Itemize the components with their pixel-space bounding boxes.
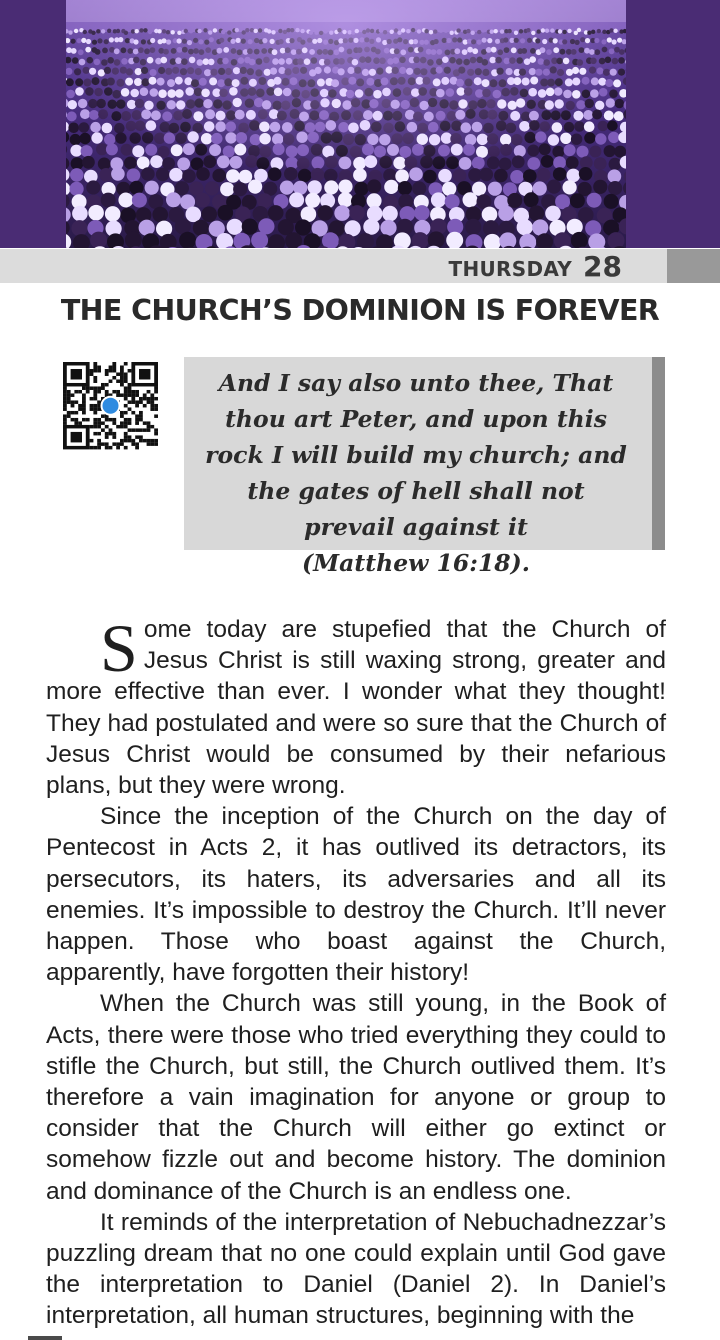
qr-module <box>135 414 139 417</box>
qr-module <box>63 404 67 407</box>
qr-module <box>101 383 105 386</box>
qr-module <box>124 411 128 414</box>
qr-module <box>97 439 101 442</box>
scripture-text: And I say also unto thee, That thou art Peter, and upon this rock I will build my church; and the gates of hell shall not prevail against it <box>205 369 627 541</box>
qr-module <box>71 404 75 407</box>
qr-module <box>112 376 116 379</box>
qr-module <box>128 400 132 403</box>
qr-module <box>93 411 97 414</box>
qr-module <box>112 369 116 372</box>
qr-module <box>82 397 86 400</box>
qr-module <box>120 411 124 414</box>
qr-module <box>90 407 94 410</box>
congregation-photo <box>66 0 626 248</box>
qr-module <box>93 369 97 372</box>
qr-module <box>82 400 86 403</box>
qr-module <box>97 421 101 424</box>
qr-module <box>97 386 101 389</box>
qr-module <box>101 428 105 431</box>
qr-module <box>131 439 135 442</box>
qr-module <box>105 383 109 386</box>
qr-module <box>120 439 124 442</box>
qr-module <box>101 386 105 389</box>
qr-module <box>135 428 139 431</box>
qr-module <box>154 428 158 431</box>
qr-module <box>128 418 132 421</box>
qr-module <box>105 369 109 372</box>
qr-module <box>150 393 154 396</box>
qr-module <box>63 421 67 424</box>
qr-module <box>135 418 139 421</box>
date-bar-cap <box>667 249 720 283</box>
qr-module <box>124 376 128 379</box>
qr-module <box>128 421 132 424</box>
qr-module <box>78 421 82 424</box>
qr-module <box>120 383 124 386</box>
qr-module <box>116 442 120 445</box>
qr-module <box>105 418 109 421</box>
drop-cap: S <box>100 610 138 686</box>
qr-module <box>124 404 128 407</box>
qr-module <box>105 442 109 445</box>
qr-module <box>154 442 158 445</box>
qr-module <box>116 425 120 428</box>
qr-module <box>63 418 67 421</box>
qr-module <box>128 393 132 396</box>
qr-module <box>139 414 143 417</box>
qr-module <box>90 425 94 428</box>
qr-module <box>90 397 94 400</box>
qr-module <box>109 446 113 449</box>
qr-module <box>131 390 135 393</box>
qr-module <box>93 397 97 400</box>
qr-module <box>128 428 132 431</box>
qr-module <box>105 372 109 375</box>
qr-module <box>124 362 128 365</box>
paragraph-3: When the Church was still young, in the Book of Acts, there were those who tried everything they could to stifle the Church, but still, the Church outlived them. It’s therefore a vain imagination for anyone or group to consider that the Church will either go extinct or somehow fizzle out and become history. The dominion and dominance of the Church is an endless one. <box>46 990 666 1205</box>
qr-module <box>90 404 94 407</box>
scripture-box <box>184 357 665 577</box>
qr-module <box>139 418 143 421</box>
qr-module <box>124 435 128 438</box>
qr-module <box>105 425 109 428</box>
qr-module <box>97 369 101 372</box>
qr-module <box>124 432 128 435</box>
qr-module <box>93 407 97 410</box>
qr-module <box>120 414 124 417</box>
qr-module <box>150 404 154 407</box>
qr-module <box>78 404 82 407</box>
qr-module <box>147 390 151 393</box>
qr-module <box>147 442 151 445</box>
qr-module <box>93 404 97 407</box>
qr-module <box>124 421 128 424</box>
qr-module <box>120 442 124 445</box>
qr-module <box>131 397 135 400</box>
qr-module <box>63 393 67 396</box>
qr-module <box>128 407 132 410</box>
qr-module <box>131 442 135 445</box>
qr-module <box>143 393 147 396</box>
qr-module <box>71 393 75 396</box>
qr-module <box>147 425 151 428</box>
qr-module <box>63 400 67 403</box>
qr-module <box>139 428 143 431</box>
qr-module <box>93 421 97 424</box>
date-bar <box>0 249 720 283</box>
qr-module <box>116 372 120 375</box>
qr-module <box>67 390 71 393</box>
qr-module <box>93 379 97 382</box>
qr-module <box>128 369 132 372</box>
qr-module <box>93 418 97 421</box>
qr-module <box>74 418 78 421</box>
qr-module <box>63 407 67 410</box>
qr-module <box>82 418 86 421</box>
qr-module <box>120 369 124 372</box>
qr-module <box>139 400 143 403</box>
qr-module <box>143 404 147 407</box>
qr-module <box>63 390 67 393</box>
qr-module <box>82 407 86 410</box>
qr-module <box>97 442 101 445</box>
qr-module <box>90 386 94 389</box>
paragraph-1 <box>46 610 666 801</box>
qr-module <box>101 442 105 445</box>
qr-module <box>109 379 113 382</box>
qr-module <box>124 425 128 428</box>
qr-module <box>135 404 139 407</box>
qr-module <box>93 446 97 449</box>
qr-module <box>120 421 124 424</box>
qr-module <box>67 400 71 403</box>
qr-module <box>71 432 82 442</box>
qr-module <box>86 390 90 393</box>
qr-module <box>78 390 82 393</box>
paragraph-4: It reminds of the interpretation of Nebuchadnezzar’s puzzling dream that no one could explain until God gave the interpretation to Daniel (Daniel 2). In Daniel’s interpretation, all human structures, beginning with the <box>46 1208 666 1330</box>
qr-module <box>135 421 139 424</box>
paragraph-2: Since the inception of the Church on the day of Pentecost in Acts 2, it has outlived its detractors, its persecutors, its haters, its adversaries and all its enemies. It’s impossible to destroy the Church. It’ll never happen. Those who boast against the Church, apparently, have forgotten their history! <box>46 803 666 987</box>
qr-module <box>112 365 116 368</box>
qr-module <box>101 414 105 417</box>
qr-module <box>147 421 151 424</box>
qr-module <box>71 411 75 414</box>
qr-module <box>93 386 97 389</box>
qr-module <box>97 418 101 421</box>
qr-module <box>97 365 101 368</box>
qr-module <box>74 421 78 424</box>
qr-module <box>97 432 101 435</box>
qr-module <box>105 435 109 438</box>
qr-module <box>109 432 113 435</box>
qr-module <box>120 365 124 368</box>
qr-module <box>97 390 101 393</box>
qr-module <box>131 393 135 396</box>
qr-module <box>124 439 128 442</box>
qr-module <box>63 397 67 400</box>
qr-module <box>93 393 97 396</box>
qr-module <box>131 411 135 414</box>
qr-module <box>147 428 151 431</box>
qr-module <box>105 432 109 435</box>
qr-module <box>90 372 94 375</box>
qr-module <box>154 432 158 435</box>
qr-module <box>128 383 132 386</box>
qr-module <box>63 386 67 389</box>
qr-module <box>93 376 97 379</box>
qr-module <box>97 425 101 428</box>
qr-module <box>124 390 128 393</box>
qr-module <box>97 407 101 410</box>
scripture-quote <box>184 357 652 581</box>
qr-module <box>124 393 128 396</box>
qr-module <box>71 418 75 421</box>
qr-module <box>143 397 147 400</box>
qr-module <box>147 397 151 400</box>
qr-module <box>93 390 97 393</box>
qr-module <box>139 369 150 379</box>
qr-module <box>135 390 139 393</box>
qr-module <box>139 397 143 400</box>
qr-module <box>124 379 128 382</box>
qr-module <box>112 390 116 393</box>
qr-module <box>154 390 158 393</box>
qr-module <box>71 369 82 379</box>
qr-module <box>143 428 147 431</box>
qr-module <box>143 439 147 442</box>
qr-module <box>128 439 132 442</box>
qr-module <box>74 411 78 414</box>
qr-module <box>112 362 116 365</box>
top-banner <box>0 0 720 248</box>
qr-module <box>124 372 128 375</box>
qr-module <box>135 400 139 403</box>
qr-module <box>78 407 82 410</box>
qr-module <box>82 386 86 389</box>
qr-module <box>67 393 71 396</box>
qr-module <box>124 446 128 449</box>
qr-module <box>112 435 116 438</box>
qr-module <box>112 432 116 435</box>
qr-module <box>154 386 158 389</box>
qr-module <box>90 446 94 449</box>
qr-module <box>86 418 90 421</box>
qr-module <box>74 400 78 403</box>
qr-module <box>116 379 120 382</box>
qr-module <box>120 393 124 396</box>
qr-module <box>120 425 124 428</box>
qr-module <box>112 442 116 445</box>
qr-module <box>120 372 124 375</box>
qr-module <box>93 432 97 435</box>
qr-module <box>109 369 113 372</box>
qr-module <box>67 397 71 400</box>
page-title: THE CHURCH’S DOMINION IS FOREVER <box>60 294 660 327</box>
weekday-label: THURSDAY <box>448 257 572 281</box>
qr-module <box>124 418 128 421</box>
qr-module <box>154 397 158 400</box>
qr-module <box>128 386 132 389</box>
qr-module <box>82 393 86 396</box>
qr-module <box>101 421 105 424</box>
qr-module <box>120 376 124 379</box>
qr-module <box>150 425 154 428</box>
qr-module <box>109 365 113 368</box>
qr-module <box>124 386 128 389</box>
qr-module <box>63 414 67 417</box>
qr-module <box>90 369 94 372</box>
qr-module <box>150 400 154 403</box>
qr-module <box>154 407 158 410</box>
qr-module <box>131 428 135 431</box>
qr-module <box>109 418 113 421</box>
qr-module <box>97 400 101 403</box>
devotional-body <box>46 610 666 1332</box>
qr-module <box>154 414 158 417</box>
qr-module <box>139 435 143 438</box>
qr-module <box>147 400 151 403</box>
qr-module <box>109 428 113 431</box>
qr-module <box>139 439 143 442</box>
qr-module <box>67 411 71 414</box>
qr-module <box>116 446 120 449</box>
qr-module <box>105 446 109 449</box>
qr-module <box>112 418 116 421</box>
scripture-reference: (Matthew 16:18). <box>302 549 530 577</box>
qr-module <box>90 439 94 442</box>
qr-module <box>105 390 109 393</box>
qr-module <box>135 435 139 438</box>
paragraph-1-text: ome today are stupefied that the Church of Jesus Christ is still waxing strong, greater and more effective than ever. I wonder what they thought! They had postulated and were so sure that the Church of Jesus Christ would be consumed by their nefarious plans, but they were wrong. <box>46 616 666 800</box>
qr-module <box>82 404 86 407</box>
qr-module <box>116 393 120 396</box>
qr-module <box>120 379 124 382</box>
qr-module <box>139 411 143 414</box>
day-number: 28 <box>583 250 622 283</box>
qr-module <box>71 400 75 403</box>
page-edge-mark <box>28 1336 62 1340</box>
qr-module <box>116 390 120 393</box>
qr-module <box>150 397 154 400</box>
qr-module <box>131 400 135 403</box>
qr-module <box>135 446 139 449</box>
qr-module <box>93 425 97 428</box>
qr-module <box>97 404 101 407</box>
qr-module <box>135 393 139 396</box>
qr-module <box>150 407 154 410</box>
qr-module <box>93 362 97 365</box>
qr-module <box>135 442 139 445</box>
qr-module <box>143 421 147 424</box>
qr-module <box>74 390 78 393</box>
qr-module <box>67 414 71 417</box>
qr-logo <box>102 397 120 415</box>
qr-module <box>150 439 154 442</box>
qr-module <box>128 435 132 438</box>
qr-module <box>86 386 90 389</box>
qr-module <box>147 439 151 442</box>
qr-module <box>124 397 128 400</box>
qr-module <box>112 421 116 424</box>
qr-module <box>82 411 86 414</box>
qr-module <box>154 404 158 407</box>
qr-module <box>150 442 154 445</box>
qr-module <box>128 390 132 393</box>
qr-module <box>93 365 97 368</box>
qr-module <box>97 446 101 449</box>
qr-code-icon[interactable] <box>57 362 165 452</box>
qr-module <box>154 439 158 442</box>
